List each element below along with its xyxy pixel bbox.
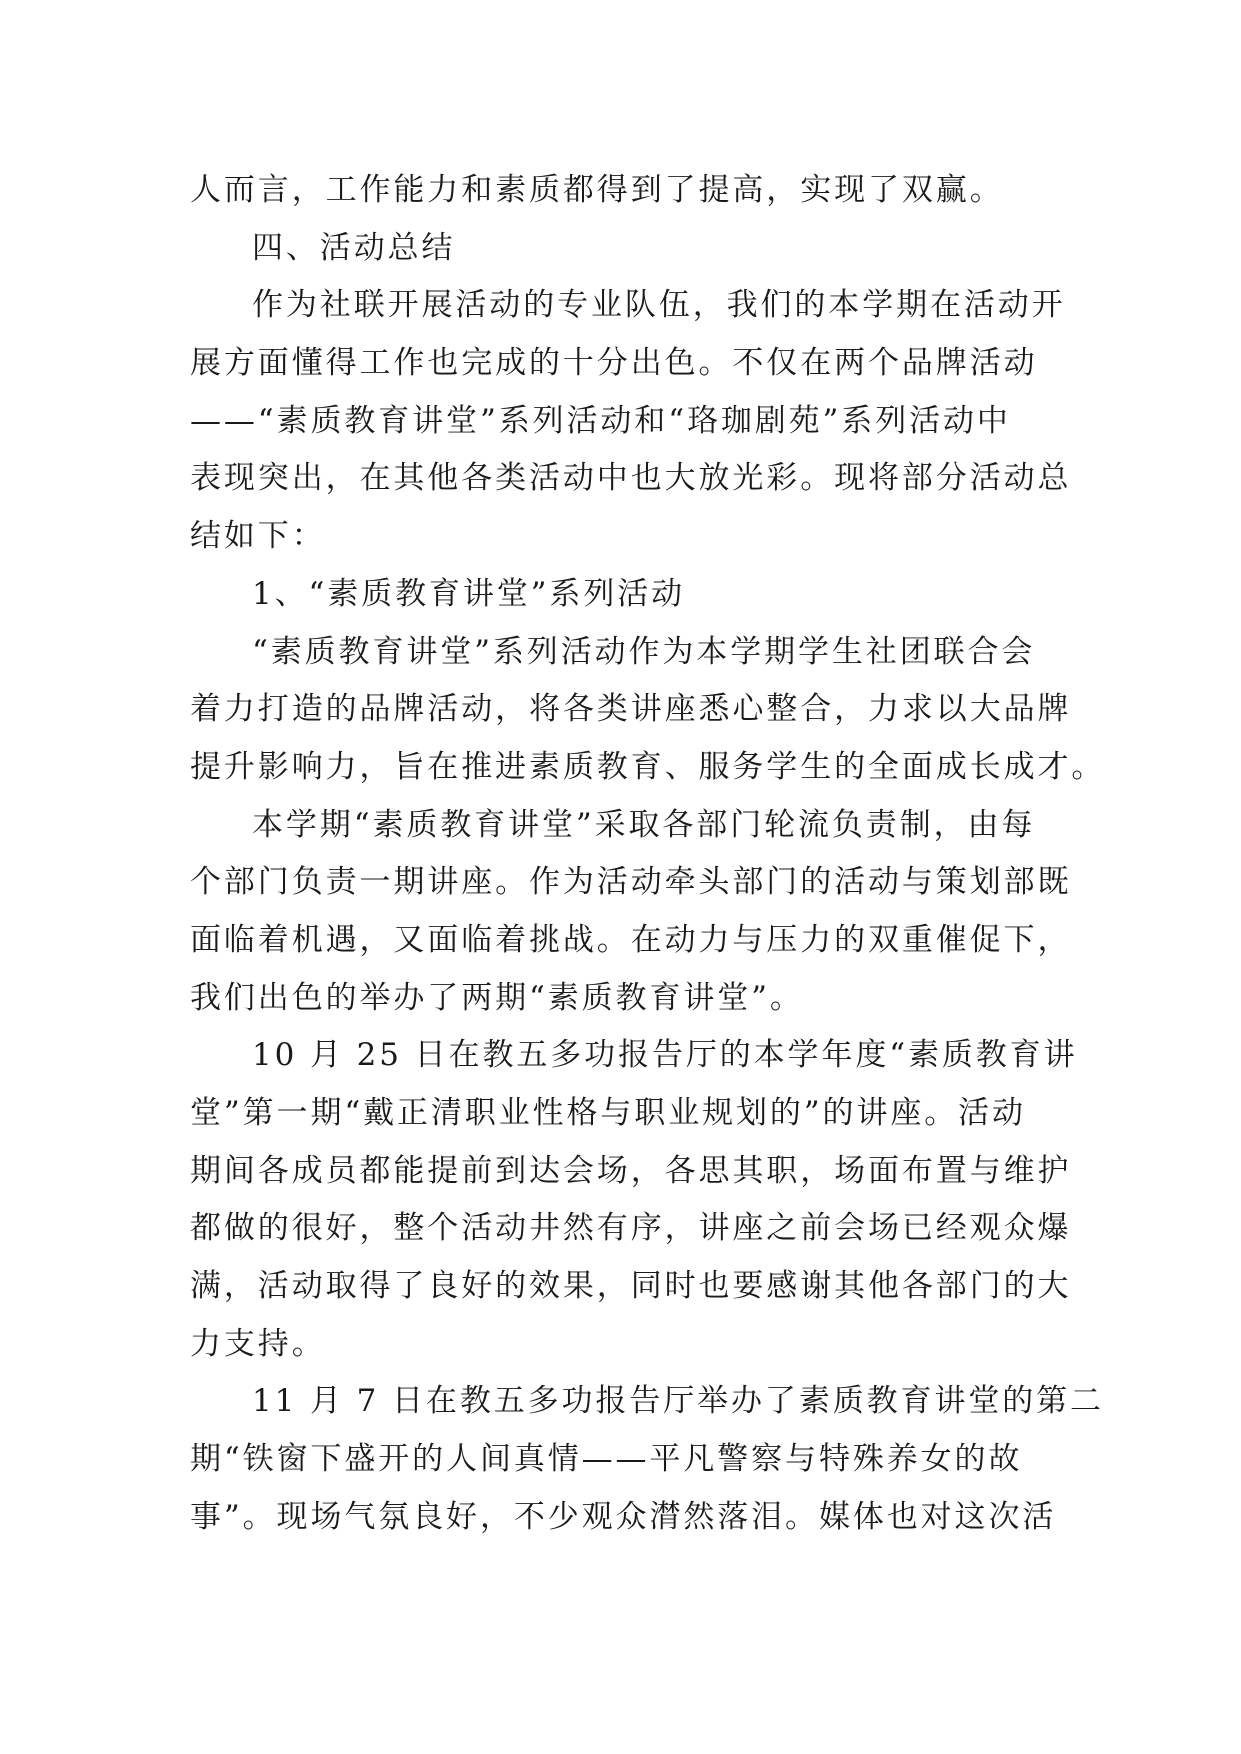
text-line: 10 月 25 日在教五多功报告厅的本学年度“素质教育讲 [252, 1037, 1078, 1074]
text-line: 人而言，工作能力和素质都得到了提高，实现了双赢。 [190, 172, 1004, 208]
text-line: 期间各成员都能提前到达会场，各思其职，场面布置与维护 [190, 1152, 1072, 1189]
text-line: 期“铁窗下盛开的人间真情——平凡警察与特殊养女的故 [190, 1441, 1023, 1478]
text-line: 本学期“素质教育讲堂”采取各部门轮流负责制，由每 [252, 806, 1036, 843]
text-line: 提升影响力，旨在推进素质教育、服务学生的全面成长成才。 [190, 748, 1106, 785]
text-line: 都做的很好，整个活动井然有序，讲座之前会场已经观众爆 [190, 1210, 1072, 1247]
text-line: 我们出色的举办了两期“素质教育讲堂”。 [190, 979, 804, 1016]
text-line: 表现突出，在其他各类活动中也大放光彩。现将部分活动总 [190, 460, 1072, 497]
text-line: 四、活动总结 [252, 229, 456, 266]
text-line: 满，活动取得了良好的效果，同时也要感谢其他各部门的大 [190, 1268, 1072, 1305]
text-line: 作为社联开展活动的专业队伍，我们的本学期在活动开 [252, 287, 1066, 324]
text-line: 个部门负责一期讲座。作为活动牵头部门的活动与策划部既 [190, 864, 1072, 901]
text-line: 面临着机遇，又面临着挑战。在动力与压力的双重催促下， [190, 921, 1072, 958]
text-line: “素质教育讲堂”系列活动作为本学期学生社团联合会 [252, 633, 1036, 670]
text-line: 1、“素质教育讲堂”系列活动 [252, 575, 686, 612]
text-line: 结如下： [190, 518, 326, 555]
text-line: ——“素质教育讲堂”系列活动和“珞珈剧苑”系列活动中 [190, 402, 1011, 439]
text-line: 力支持。 [190, 1325, 326, 1362]
text-line: 堂”第一期“戴正清职业性格与职业规划的”的讲座。活动 [190, 1095, 1026, 1131]
text-line: 展方面懂得工作也完成的十分出色。不仅在两个品牌活动 [190, 345, 1038, 382]
text-line: 着力打造的品牌活动，将各类讲座悉心整合，力求以大品牌 [190, 691, 1072, 728]
text-line: 11 月 7 日在教五多功报告厅举办了素质教育讲堂的第二 [252, 1383, 1104, 1420]
text-line: 事”。现场气氛良好，不少观众潸然落泪。媒体也对这次活 [190, 1498, 1057, 1535]
document-body [190, 162, 1106, 1547]
